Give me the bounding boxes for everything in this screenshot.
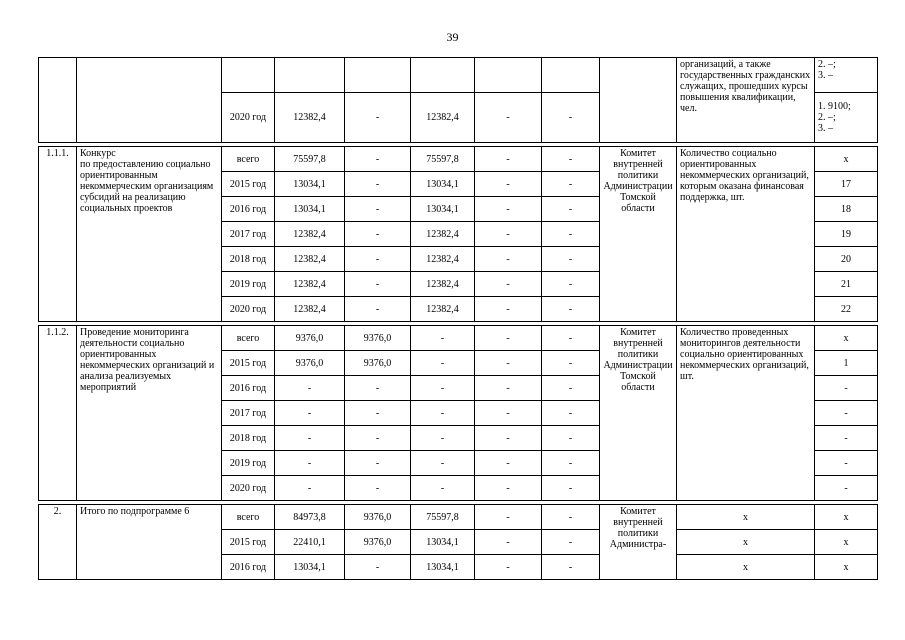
year-cell: 2019 год — [222, 451, 275, 476]
value-cell: - — [345, 247, 411, 272]
section-code: 2. — [39, 505, 77, 580]
target-value: 1. 9100; 2. –; 3. – — [815, 93, 878, 143]
value-cell: 9376,0 — [275, 326, 345, 351]
value-cell: - — [411, 351, 475, 376]
value-cell — [542, 58, 600, 93]
value-cell: 13034,1 — [275, 172, 345, 197]
value-cell: 75597,8 — [411, 147, 475, 172]
target-value: - — [815, 376, 878, 401]
indicator-value: х — [677, 530, 815, 555]
year-cell: всего — [222, 505, 275, 530]
value-cell — [475, 58, 542, 93]
value-cell: - — [542, 272, 600, 297]
target-value: х — [815, 555, 878, 580]
continuation-row — [39, 58, 878, 93]
value-cell: 12382,4 — [275, 272, 345, 297]
value-cell: - — [542, 426, 600, 451]
value-cell: - — [345, 147, 411, 172]
value-cell: - — [345, 172, 411, 197]
target-value: 22 — [815, 297, 878, 322]
value-cell: - — [345, 426, 411, 451]
value-cell: - — [475, 555, 542, 580]
executor-cell: Комитет внутренней политики Администрации Томской области — [600, 147, 677, 322]
target-value: 20 — [815, 247, 878, 272]
indicator-text: организаций, а также государственных гражданских служащих, прошедших курсы повышения квалификации, чел. — [677, 58, 815, 143]
value-cell: - — [475, 426, 542, 451]
indicator-value: х — [677, 505, 815, 530]
year-cell: 2017 год — [222, 222, 275, 247]
table-row — [39, 505, 878, 530]
target-value: - — [815, 451, 878, 476]
name-cell — [77, 58, 222, 143]
section-name: Конкурс по предоставлению социально ориентированным некоммерческим организациям субсидий на реализацию социальных проектов — [77, 147, 222, 322]
value-cell: - — [345, 555, 411, 580]
value-cell: - — [542, 222, 600, 247]
target-value: - — [815, 401, 878, 426]
value-cell: 13034,1 — [411, 555, 475, 580]
value-cell: 12382,4 — [275, 297, 345, 322]
indicator-value: х — [677, 555, 815, 580]
value-cell: 12382,4 — [411, 247, 475, 272]
value-cell: - — [345, 272, 411, 297]
value-cell: - — [542, 376, 600, 401]
target-value: - — [815, 476, 878, 501]
value-cell: - — [475, 197, 542, 222]
value-cell: - — [542, 401, 600, 426]
target-value: х — [815, 326, 878, 351]
value-cell: - — [475, 172, 542, 197]
executor-cell — [600, 58, 677, 143]
value-cell: - — [275, 476, 345, 501]
value-cell: - — [475, 247, 542, 272]
year-cell: 2016 год — [222, 197, 275, 222]
value-cell: - — [345, 297, 411, 322]
value-cell — [411, 58, 475, 93]
target-value: х — [815, 505, 878, 530]
value-cell: - — [345, 451, 411, 476]
value-cell: - — [475, 505, 542, 530]
value-cell: 75597,8 — [275, 147, 345, 172]
value-cell: - — [475, 297, 542, 322]
value-cell: 9376,0 — [345, 505, 411, 530]
value-cell: - — [345, 93, 411, 143]
value-cell: 12382,4 — [275, 247, 345, 272]
target-value: 1 — [815, 351, 878, 376]
value-cell: - — [345, 401, 411, 426]
year-cell — [222, 58, 275, 93]
value-cell: - — [411, 476, 475, 501]
value-cell: 12382,4 — [275, 222, 345, 247]
year-cell: 2016 год — [222, 376, 275, 401]
target-value: 18 — [815, 197, 878, 222]
value-cell: - — [542, 326, 600, 351]
value-cell: - — [542, 197, 600, 222]
value-cell: 75597,8 — [411, 505, 475, 530]
value-cell: - — [542, 505, 600, 530]
value-cell: - — [345, 376, 411, 401]
year-cell: 2016 год — [222, 555, 275, 580]
target-value: 2. –; 3. – — [815, 58, 878, 93]
value-cell — [345, 58, 411, 93]
value-cell: - — [411, 426, 475, 451]
value-cell: 12382,4 — [275, 93, 345, 143]
year-cell: 2020 год — [222, 93, 275, 143]
value-cell: - — [275, 451, 345, 476]
page-number: 39 — [446, 30, 459, 44]
year-cell: 2017 год — [222, 401, 275, 426]
value-cell: 13034,1 — [411, 197, 475, 222]
value-cell: - — [411, 451, 475, 476]
value-cell: - — [275, 426, 345, 451]
value-cell: - — [345, 222, 411, 247]
value-cell: 13034,1 — [275, 197, 345, 222]
value-cell: - — [475, 222, 542, 247]
value-cell: 12382,4 — [411, 222, 475, 247]
value-cell: - — [275, 401, 345, 426]
value-cell: - — [542, 93, 600, 143]
value-cell: - — [542, 476, 600, 501]
value-cell: 9376,0 — [345, 530, 411, 555]
value-cell: 12382,4 — [411, 272, 475, 297]
year-cell: 2020 год — [222, 476, 275, 501]
value-cell: - — [275, 376, 345, 401]
indicator-text: Количество социально ориентированных некоммерческих организаций, которым оказана финансовая поддержка, шт. — [677, 147, 815, 322]
value-cell: 13034,1 — [411, 172, 475, 197]
target-value: х — [815, 530, 878, 555]
table-row — [39, 147, 878, 172]
year-cell: 2018 год — [222, 247, 275, 272]
target-value: 19 — [815, 222, 878, 247]
value-cell: - — [542, 247, 600, 272]
executor-cell: Комитет внутренней политики Администрации Томской области — [600, 326, 677, 501]
value-cell: - — [475, 401, 542, 426]
value-cell: - — [542, 147, 600, 172]
year-cell: всего — [222, 147, 275, 172]
year-cell: 2019 год — [222, 272, 275, 297]
value-cell: - — [345, 476, 411, 501]
value-cell — [275, 58, 345, 93]
target-value: 21 — [815, 272, 878, 297]
code-cell — [39, 58, 77, 143]
target-value: - — [815, 426, 878, 451]
value-cell: 84973,8 — [275, 505, 345, 530]
value-cell: 9376,0 — [275, 351, 345, 376]
value-cell: - — [411, 376, 475, 401]
value-cell: 9376,0 — [345, 326, 411, 351]
section-name: Проведение мониторинга деятельности социально ориентированных некоммерческих организаций и анализа реализуемых мероприятий — [77, 326, 222, 501]
value-cell: - — [542, 451, 600, 476]
executor-cell: Комитет внутренней политики Администра- — [600, 505, 677, 580]
value-cell: - — [475, 326, 542, 351]
section-code: 1.1.1. — [39, 147, 77, 322]
value-cell: 9376,0 — [345, 351, 411, 376]
value-cell: - — [542, 530, 600, 555]
value-cell: - — [542, 172, 600, 197]
target-value: 17 — [815, 172, 878, 197]
year-cell: 2015 год — [222, 530, 275, 555]
value-cell: - — [475, 451, 542, 476]
value-cell: 13034,1 — [411, 530, 475, 555]
value-cell: - — [542, 297, 600, 322]
target-value: х — [815, 147, 878, 172]
year-cell: 2018 год — [222, 426, 275, 451]
value-cell: - — [475, 376, 542, 401]
value-cell: 12382,4 — [411, 297, 475, 322]
value-cell: - — [475, 272, 542, 297]
value-cell: - — [475, 530, 542, 555]
indicator-text: Количество проведенных мониторингов деятельности социально ориентированных некоммерческих организаций, шт. — [677, 326, 815, 501]
section-code: 1.1.2. — [39, 326, 77, 501]
value-cell: 13034,1 — [275, 555, 345, 580]
year-cell: 2020 год — [222, 297, 275, 322]
table-row — [39, 326, 878, 351]
value-cell: - — [475, 93, 542, 143]
value-cell: 12382,4 — [411, 93, 475, 143]
value-cell: - — [345, 197, 411, 222]
value-cell: - — [475, 147, 542, 172]
value-cell: - — [411, 326, 475, 351]
value-cell: - — [475, 476, 542, 501]
value-cell: - — [411, 401, 475, 426]
program-table — [38, 57, 878, 580]
value-cell: - — [475, 351, 542, 376]
year-cell: 2015 год — [222, 172, 275, 197]
value-cell: 22410,1 — [275, 530, 345, 555]
value-cell: - — [542, 555, 600, 580]
year-cell: 2015 год — [222, 351, 275, 376]
section-name: Итого по подпрограмме 6 — [77, 505, 222, 580]
year-cell: всего — [222, 326, 275, 351]
value-cell: - — [542, 351, 600, 376]
